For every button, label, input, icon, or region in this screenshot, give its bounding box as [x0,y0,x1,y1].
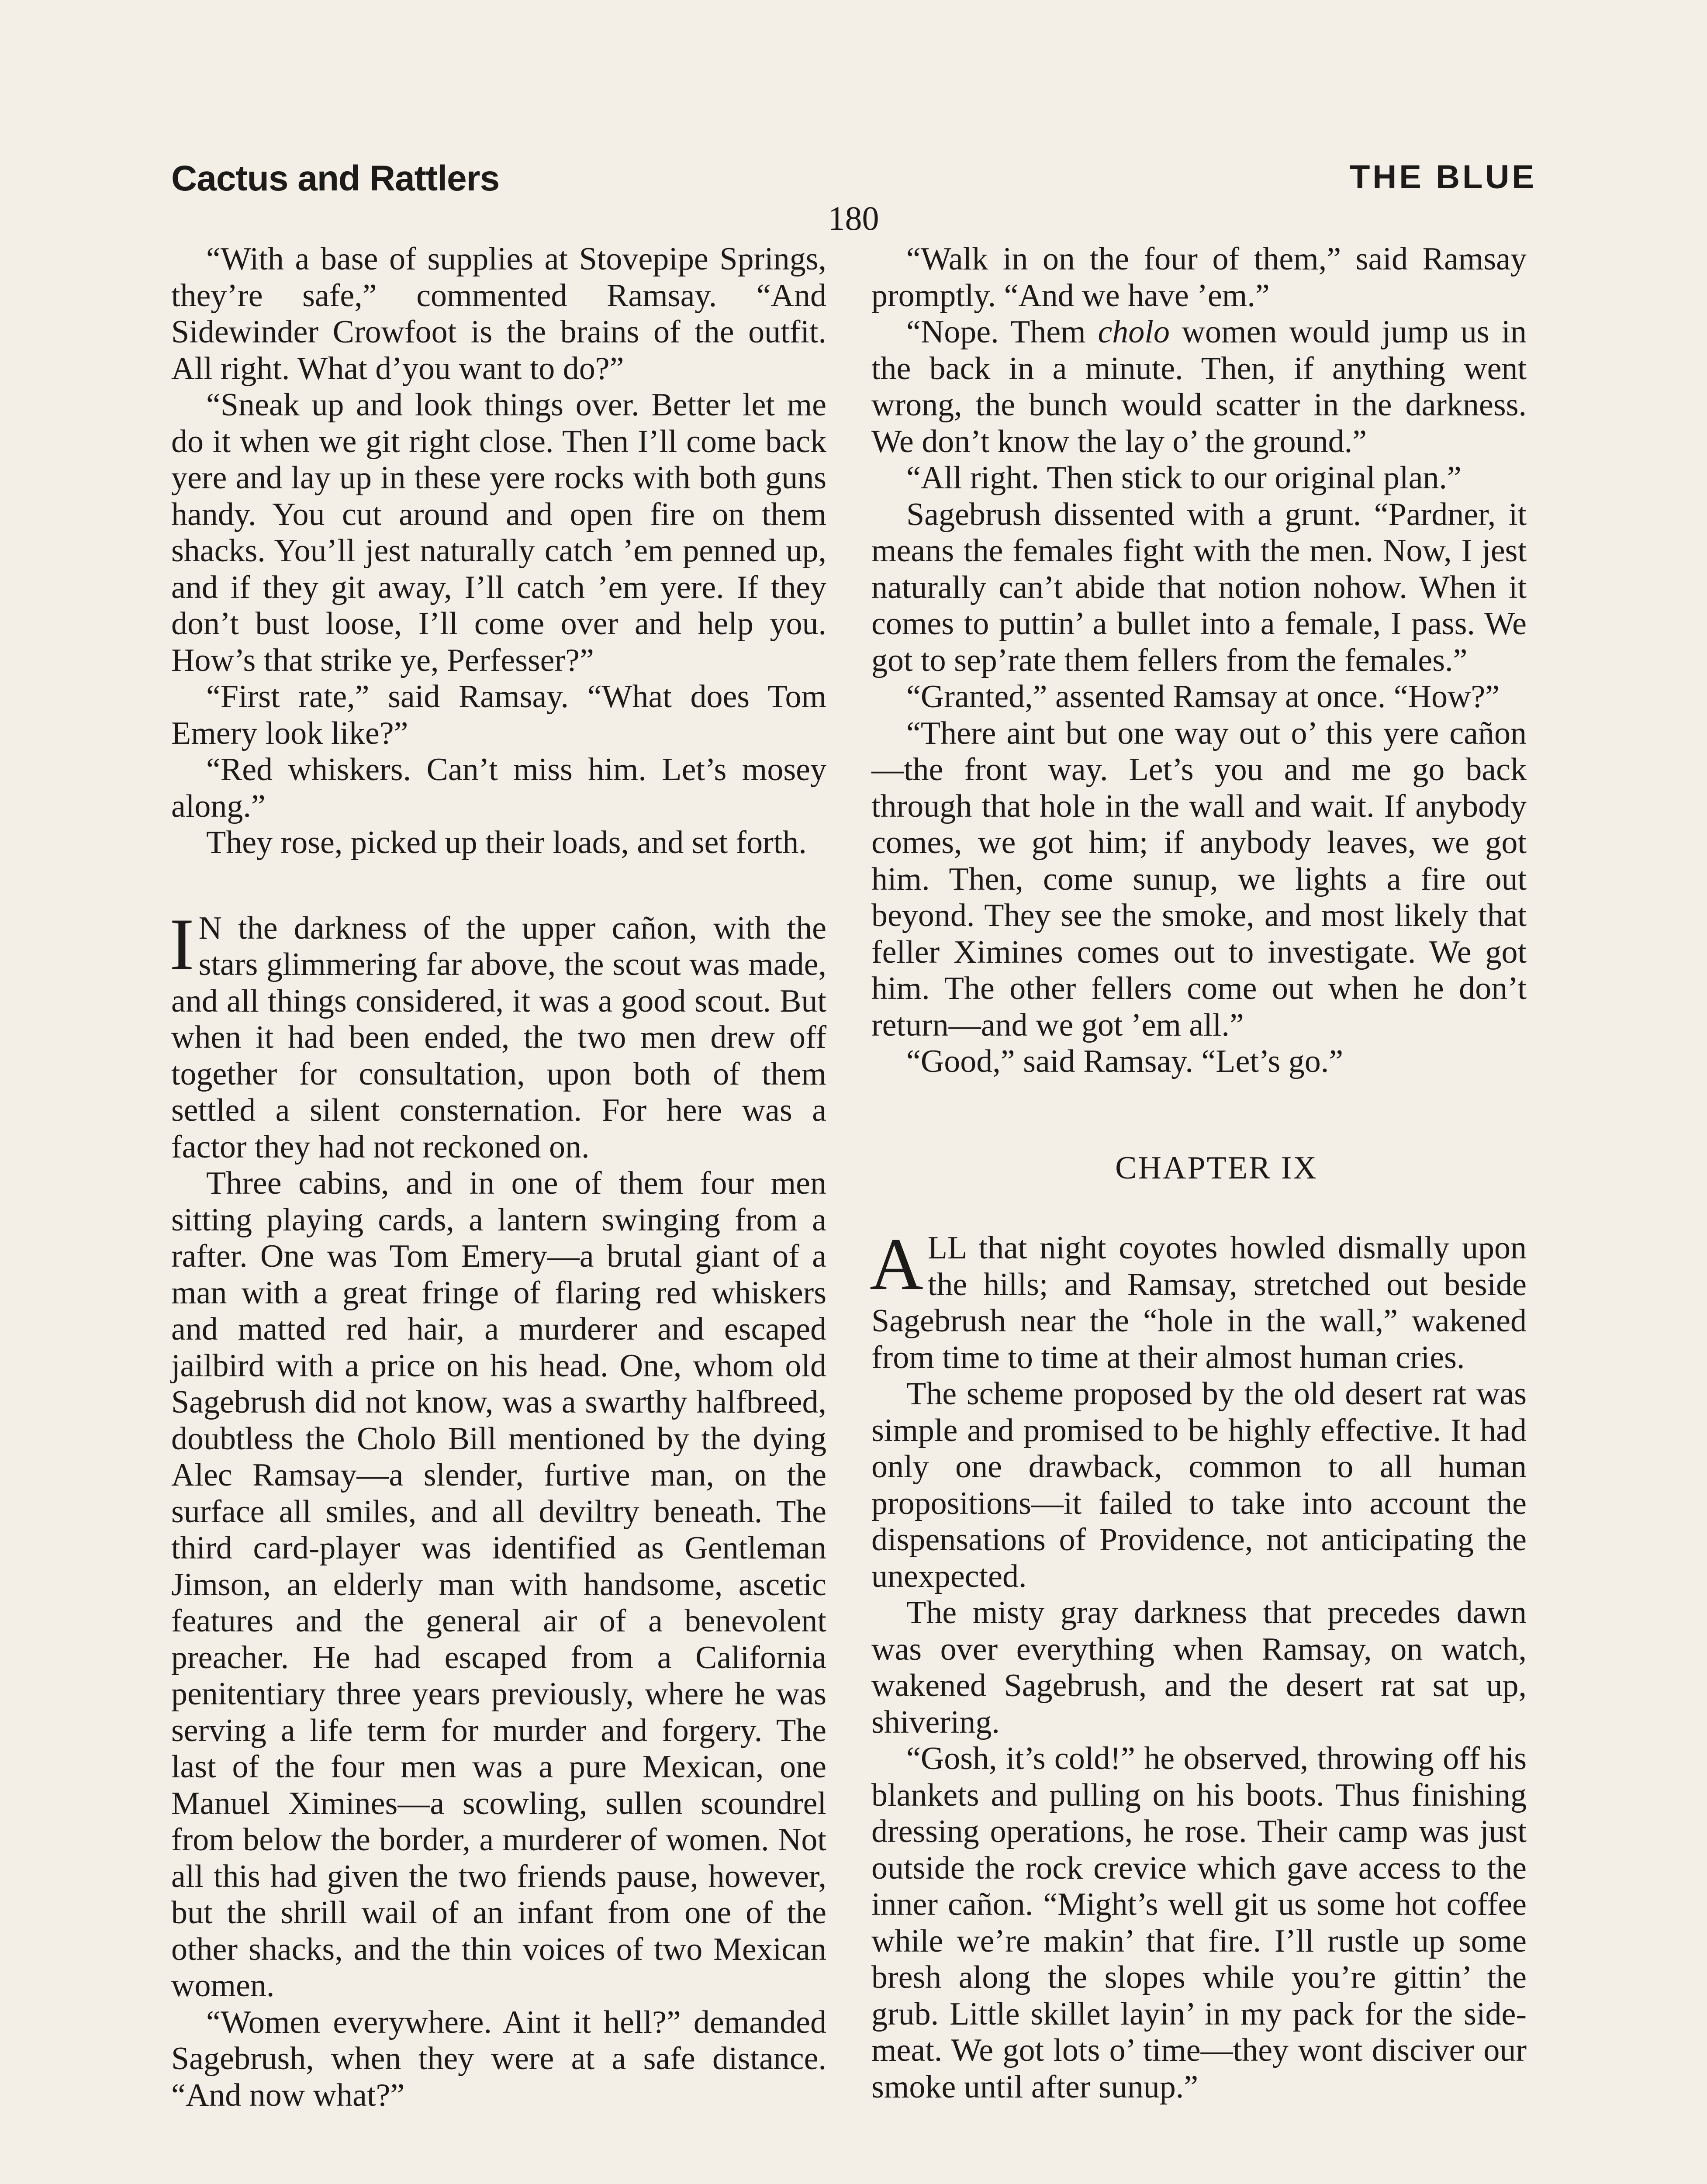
paragraph: “Gosh, it’s cold!” he observed, throwing off his blankets and pulling on his boots. Thus finishing dressing operations, he rose. Their camp was just outside the rock crevice which gave access to the inner cañon. “Might’s well git us some hot coffee while we’re makin’ that fire. I’ll rustle up some bresh along the slopes while you’re gittin’ the grub. Little skillet layin’ in my pack for the side-meat. We got lots o’ time—they wont disciver our smoke until after sunup.” [871,1741,1527,2105]
paragraph: The misty gray darkness that precedes dawn was over everything when Ramsay, on watch, wakened Sagebrush, and the desert rat sat up, shivering. [871,1595,1527,1740]
paragraph-text: women would jump us in the back in a minute. Then, if anything went wrong, the bunch would scatter in the darkness. We don’t know the lay o’ the ground.” [871,314,1527,460]
paragraph: “Granted,” assented Ramsay at once. “How?” [906,679,1500,715]
left-column [171,241,826,2114]
paragraph: “Women everywhere. Aint it hell?” demanded Sagebrush, when they were at a safe distance. “And now what?” [171,2004,826,2113]
paragraph: “All right. Then stick to our original plan.” [906,460,1462,496]
italic-word: cholo [1098,314,1170,350]
chapter-spacer [871,1080,1527,1150]
paragraph: “First rate,” said Ramsay. “What does Tom Emery look like?” [171,679,826,751]
paragraph: Three cabins, and in one of them four men sitting playing cards, a lantern swinging from a rafter. One was Tom Emery—a brutal giant of a man with a great fringe of flaring red whiskers and matted red hair, a murderer and escaped jailbird with a price on his head. One, whom old Sagebrush did not know, was a swarthy halfbreed, doubtless the Cholo Bill mentioned by the dying Alec Ramsay—a slender, furtive man, on the surface all smiles, and all deviltry beneath. The third card-player was identified as Gentleman Jimson, an elderly man with handsome, ascetic features and the general air of a benevolent preacher. He had escaped from a California penitentiary three years previously, where he was serving a life term for murder and forgery. The last of the four men was a pure Mexican, one Manuel Ximines—a scowling, sullen scoundrel from below the border, a murderer of women. Not all this had given the two friends pause, however, but the shrill wail of an infant from one of the other shacks, and the thin voices of two Mexican women. [171,1165,826,2004]
paragraph: The scheme proposed by the old desert rat was simple and promised to be highly effective. It had only one drawback, common to all human propositions—it failed to take into account the dispensations of Providence, not anticipating the unexpected. [871,1376,1527,1594]
paragraph [871,314,1527,460]
running-title: Cactus and Rattlers [171,159,500,198]
paragraph: “There aint but one way out o’ this yere cañon—the front way. Let’s you and me go back through that hole in the wall and wait. If anybody comes, we got him; if anybody leaves, we got him. Then, come sunup, we lights a fire out beyond. They see the smoke, and most likely that feller Ximines comes out to investigate. We got him. The other fellers come out when he don’t return—and we got ’em all.” [871,715,1527,1043]
right-column [871,241,1527,2105]
dropcap-paragraph [169,903,826,1166]
drop-cap: A [870,1223,923,1305]
page-number: 180 [828,199,879,237]
dropcap-paragraph [870,1223,1527,1376]
paragraph: “With a base of supplies at Stovepipe Springs, they’re safe,” commented Ramsay. “And Sidewinder Crowfoot is the brains of the outfit. All right. What d’you want to do?” [171,241,826,387]
paragraph: “Red whiskers. Can’t miss him. Let’s mosey along.” [171,752,826,824]
paragraph: Sagebrush dissented with a grunt. “Pardner, it means the females fight with the men. Now, I jest naturally can’t abide that notion nohow. When it comes to puttin’ a bullet into a female, I pass. We got to sep’rate them fellers from the females.” [871,496,1527,678]
chapter-spacer [871,1186,1527,1230]
paragraph-text: LL that night coyotes howled dismally upon the hills; and Ramsay, stretched out beside Sagebrush near the “hole in the wall,” wakened from time to time at their almost human cries. [871,1230,1527,1375]
drop-cap: I [169,903,194,985]
magazine-title: THE BLUE [1350,159,1537,196]
chapter-heading: CHAPTER IX [1115,1150,1318,1186]
paragraph-text: N the darkness of the upper cañon, with the stars glimmering far above, the scout was made, and all things considered, it was a good scout. But when it had been ended, the two men drew off together for consultation, upon both of them settled a silent consternation. For here was a factor they had not reckoned on. [171,910,826,1165]
paragraph-text: “Nope. Them [906,314,1098,350]
paragraph: “Walk in on the four of them,” said Ramsay promptly. “And we have ’em.” [871,241,1527,314]
paragraph: They rose, picked up their loads, and set forth. [206,825,807,860]
scene-break [171,861,826,910]
paragraph: “Sneak up and look things over. Better let me do it when we git right close. Then I’ll come back yere and lay up in these yere rocks with both guns handy. You cut around and open fire on them shacks. You’ll jest naturally catch ’em penned up, and if they git away, I’ll catch ’em yere. If they don’t bust loose, I’ll come over and help you. How’s that strike ye, Perfesser?” [171,387,826,678]
paragraph: “Good,” said Ramsay. “Let’s go.” [906,1044,1344,1079]
